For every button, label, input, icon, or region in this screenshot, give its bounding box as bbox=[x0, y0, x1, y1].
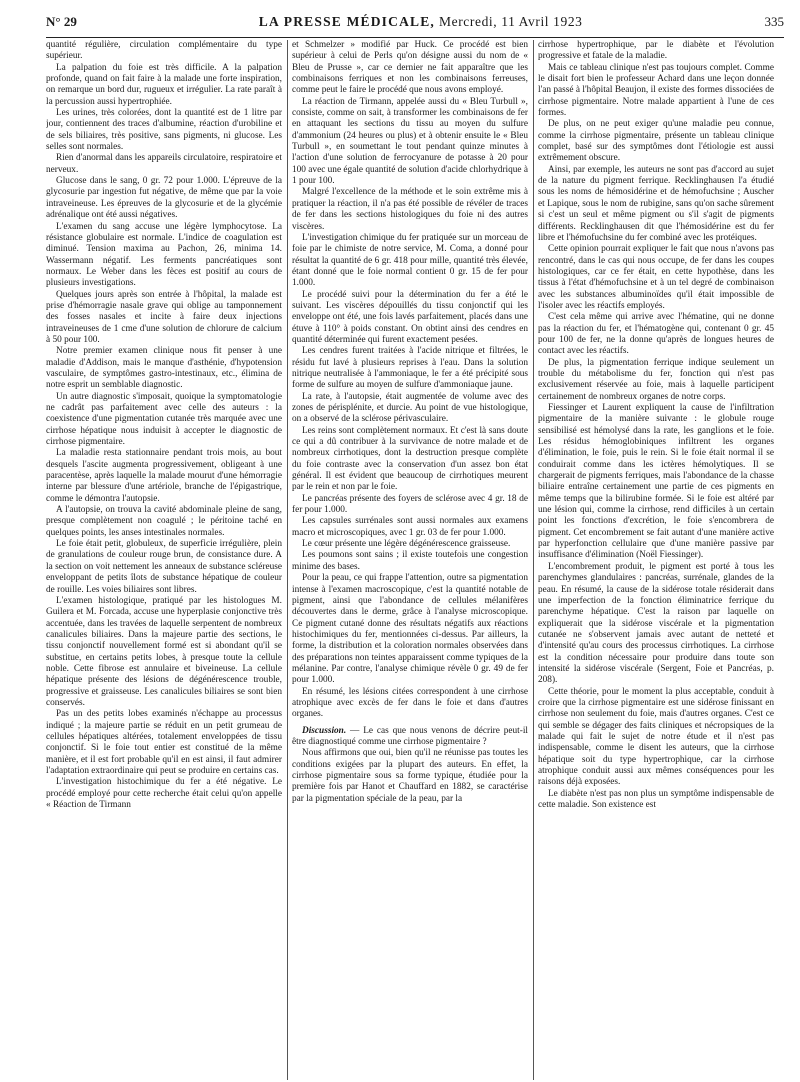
paragraph: C'est cela même qui arrive avec l'hématine, qui ne donne pas la réaction du fer, et l'hématogène qui, contenant 0 gr. 45 pour 100 de fer, ne la donne qu'après de longues heures de contact avec les réactifs. bbox=[538, 312, 774, 357]
paragraph: L'investigation chimique du fer pratiquée sur un morceau de foie par le chimiste de notre service, M. Coma, a donné pour résultat la quantité de 6 gr. 418 pour mille, quantité très élevée, étant donné que le foie normal contient 0 gr. 15 de fer pour 1.000. bbox=[292, 232, 528, 289]
paragraph: La réaction de Tirmann, appelée aussi du « Bleu Turbull », consiste, comme on sait, à transformer les combinaisons de fer en attaquant les sections du tissu au moyen du sulfure d'ammonium (24 heures ou plus) et à obtenir ensuite le « Bleu Turbull », en soumettant le tout pendant quinze minutes à l'action d'une solution de ferrocyanure de potasse à 20 pour 100 avec une égale quantité de solution d'acide chlorhydrique à 1 pour 100. bbox=[292, 96, 528, 187]
paragraph: Fiessinger et Laurent expliquent la cause de l'infiltration pigmentaire de la manière suivante : le globule rouge sensibilisé est hémolysé dans la rate, les ganglions et le foie. Les résidus hémoglobiniques infiltrent les organes d'élimination, le foie, puis le rein. Si le foie était normal il se conduirait comme dans les ictères hémolytiques. Il se chargerait de pigments ferriques, mais l'abondance de la chasse biliaire entraîne certainement une partie de ces pigments en même temps que la bilirubine formée. Si le foie est altéré par une lésion qui, comme la cirrhose, rend difficiles à un certain point les fonctions d'excrétion, le foie s'encombrera de pigment. Cet encombrement se fait autant d'une manière active par hyperfonction cellulaire que d'une manière passive par insuffisance d'élimination (Noël Fiessinger). bbox=[538, 403, 774, 561]
paragraph: Ainsi, par exemple, les auteurs ne sont pas d'accord au sujet de la nature du pigment ferrique. Recklinghausen l'a étudié sous les noms de hémosidérine et de hémofuchsine ; Auscher et Lapique, sous le nom de rubigine, sans qu'on sache sûrement si c'est un seul et même pigment ou s'il s'agit de pigments différents. Recklinghausen dit que l'hémosidérine est du fer libre et l'hémofuchsine du fer combiné avec les protéiques. bbox=[538, 164, 774, 243]
paragraph: Rien d'anormal dans les appareils circulatoire, respiratoire et nerveux. bbox=[46, 153, 282, 175]
journal-page bbox=[46, 14, 784, 811]
journal-name: LA PRESSE MÉDICALE, bbox=[258, 14, 436, 29]
paragraph: Le procédé suivi pour la détermination du fer a été le suivant. Les viscères dépouillés du tissu conjonctif qui les enveloppe ont été, une fois lavés parfaitement, placés dans une étuve à 110° à poids constant. On obtint ainsi des cendres en quantité déterminée qui furent exactement pesées. bbox=[292, 289, 528, 345]
paragraph: De plus, la pigmentation ferrique indique seulement un trouble du métabolisme du fer, fonction qui n'est pas exclusivement réservée au foie, mais à laquelle participent certainement de nombreux organes de notre corps. bbox=[538, 357, 774, 402]
paragraph: De plus, on ne peut exiger qu'une maladie peu connue, comme la cirrhose pigmentaire, présente un tableau clinique complet, basé sur des symptômes dont l'étiologie est aussi extrêmement obscure. bbox=[538, 119, 774, 164]
paragraph: Les cendres furent traitées à l'acide nitrique et filtrées, le résidu fut lavé à plusieurs reprises à l'eau. Dans la solution nitrique neutralisée à l'ammoniaque, le fer a été précipité sous forme de sulfure au moyen de sulfure d'ammoniaque jaune. bbox=[292, 346, 528, 391]
paragraph: Le foie était petit, globuleux, de superficie irrégulière, plein de granulations de couleur rouge brun, de consistance dure. A la section on voit nettement les anneaux de substance scléreuse enveloppant de petits îlots de substance hépatique de couleur de rouille. Les voies biliaires sont libres. bbox=[46, 539, 282, 595]
paragraph: Les urines, très colorées, dont la quantité est de 1 litre par jour, contiennent des traces d'albumine, réaction d'urobiline et de sels biliaires, très positive, sans pigments, ni glucose. Les selles sont normales. bbox=[46, 108, 282, 153]
discussion-heading: Discussion. bbox=[302, 725, 347, 736]
paragraph: Nous affirmons que oui, bien qu'il ne réunisse pas toutes les conditions exigées par la plupart des auteurs. En effet, la cirrhose pigmentaire sous sa forme typique, étudiée pour la première fois par Hanot et Chauffard en 1882, se caractérise par la pigmentation spéciale de la peau, par la bbox=[292, 748, 528, 804]
paragraph: Les reins sont complètement normaux. Et c'est là sans doute ce qui a dû contribuer à la survivance de notre malade et de nombreux cirrhotiques, dont la destruction presque complète du foie contraste avec la conservation d'un assez bon état général. Il est évident que beaucoup de cirrhotiques meurent par le rein et non par le foie. bbox=[292, 425, 528, 493]
paragraph: Malgré l'excellence de la méthode et le soin extrême mis à pratiquer la réaction, il n'a pas été possible de révéler de traces de fer dans les sections histologiques du foie ni des autres viscères. bbox=[292, 187, 528, 232]
paragraph: Cette opinion pourrait expliquer le fait que nous n'avons pas rencontré, dans le cas qui nous occupe, de fer dans les coupes histologiques, car ce fer était, en cette hypothèse, dans les tissus à l'état d'hémofuchsine et à un tel degré de combinaison avec les substances albuminoïdes qu'il était impossible de l'isoler avec les réactifs employés. bbox=[538, 244, 774, 311]
article-body bbox=[46, 40, 784, 1080]
paragraph: L'examen du sang accuse une légère lymphocytose. La résistance globulaire est normale. L'indice de coagulation est diminué. Tension maxima au Pachon, 26, minima 14. Wassermann négatif. Les ferments pancréatiques sont normaux. Le Weber dans les fèces est positif au cours de plusieurs investigations. bbox=[46, 221, 282, 289]
page-number: 335 bbox=[764, 14, 784, 29]
issue-number: N° 29 bbox=[46, 14, 77, 29]
paragraph: Un autre diagnostic s'imposait, quoique la symptomatologie ne cadrât pas parfaitement avec celle des auteurs : la coexistence d'une pigmentation cutanée très marquée avec une cirrhose hépatique nous induisit à accepter le diagnostic de cirrhose pigmentaire. bbox=[46, 391, 282, 448]
paragraph: La rate, à l'autopsie, était augmentée de volume avec des zones de périsplénite, et durcie. Au point de vue histologique, on a observé de la sclérose périvasculaire. bbox=[292, 391, 528, 425]
paragraph: Mais ce tableau clinique n'est pas toujours complet. Comme le disait fort bien le professeur Achard dans une leçon donnée l'an passé à l'hôpital Beaujon, il existe des formes dissociées de cirrhose pigmentaire. Notre malade appartient à l'une de ces formes. bbox=[538, 62, 774, 119]
discussion-paragraph bbox=[292, 726, 528, 749]
paragraph: En résumé, les lésions citées correspondent à une cirrhose atrophique avec excès de fer dans le foie et dans d'autres organes. bbox=[292, 686, 528, 720]
paragraph: Quelques jours après son entrée à l'hôpital, la malade est prise d'hémorragie nasale grave qui oblige au tamponnement des fosses nasales et incite à faire deux injections intraveineuses de 1 cme d'une solution de chlorure de calcium à 50 pour 100. bbox=[46, 289, 282, 345]
paragraph: Notre premier examen clinique nous fit penser à une maladie d'Addison, mais le manque d'asthénie, d'hypotension vasculaire, de symptômes gastro-intestinaux, etc., élimina de notre esprit un semblable diagnostic. bbox=[46, 346, 282, 391]
column-2 bbox=[292, 40, 528, 1080]
issue-date: Mercredi, 11 Avril 1923 bbox=[439, 14, 583, 29]
paragraph: Les poumons sont sains ; il existe toutefois une congestion minime des bases. bbox=[292, 550, 528, 572]
paragraph: L'encombrement produit, le pigment est porté à tous les parenchymes glandulaires : pancréas, surrénale, glandes de la peau. En résumé, la cause de la sidérose totale résiderait dans une imperfection de la fonction éliminatrice ferrique du parenchyme hépatique. C'est la raison par laquelle on expliquerait que la sidérose viscérale et la pigmentation cutanée ne s'observent jamais avec autant de netteté et d'intensité qu'au cours des processus cirrhotiques. La cirrhose est la condition nécessaire pour produire dans toute son intensité la sidérose viscérale (Sergent, Foie et Pancréas, p. 208). bbox=[538, 561, 774, 686]
column-3 bbox=[538, 40, 774, 1080]
paragraph: Les capsules surrénales sont aussi normales aux examens macro et microscopiques, avec 1 gr. 03 de fer pour 1.000. bbox=[292, 516, 528, 538]
paragraph: Le cœur présente une légère dégénérescence graisseuse. bbox=[302, 539, 511, 550]
paragraph: Pas un des petits lobes examinés n'échappe au processus indiqué ; la majeure partie se réduit en un petit grumeau de cellules hépatiques altérées, totalement enveloppées de tissu conjonctif. Si le foie tout entier est constitué de la même manière, et il est fort probable qu'il en est ainsi, il faut admirer l'adaptation extraordinaire qui peut se produire en certains cas. bbox=[46, 709, 282, 776]
paragraph: Le pancréas présente des foyers de sclérose avec 4 gr. 18 de fer pour 1.000. bbox=[292, 493, 528, 516]
paragraph: Pour la peau, ce qui frappe l'attention, outre sa pigmentation intense à l'examen macroscopique, c'est la quantité notable de pigment, ainsi que l'abondance de cellules mélanifères découvertes dans le derme, grâce à l'analyse microscopique. Ce pigment cutané donne des résultats négatifs aux réactions histochimiques du fer, mentionnées ci-dessus. Par ailleurs, la forme, la distribution et la coloration normales observées dans des préparations non teintes apparaissent comme typiques de la mélanine. Par contre, l'analyse chimique révèle 0 gr. 49 de fer pour 1.000. bbox=[292, 573, 528, 686]
paragraph: Glucose dans le sang, 0 gr. 72 pour 1.000. L'épreuve de la glycosurie par ingestion fut négative, de même que par la voie intraveineuse. Les épreuves de la glycosurie et de la glycémie adrénalique ont été aussi négatives. bbox=[46, 176, 282, 221]
paragraph: La palpation du foie est très difficile. A la palpation profonde, quand on fait faire à la malade une forte inspiration, on remarque un bord dur, rugueux et irrégulier. La rate paraît à la percussion aussi hypertrophiée. bbox=[46, 62, 282, 107]
paragraph: Cette théorie, pour le moment la plus acceptable, conduit à croire que la cirrhose pigmentaire est une sidérose finissant en cirrhose non seulement du foie, mais d'autres organes. C'est ce qui semble se dégager des faits cliniques et nécropsiques de la malade qui fait le sujet de notre étude et il n'est pas indispensable, comme le disent les auteurs, que la cirrhose hépatique soit du type hypertrophique, car la cirrhose atrophique conduit aussi aux mêmes conséquences pour les raisons déjà exposées. bbox=[538, 686, 774, 788]
journal-title bbox=[259, 14, 583, 30]
running-header bbox=[46, 14, 784, 38]
paragraph: Le diabète n'est pas non plus un symptôme indispensable de cette maladie. Son existence est bbox=[538, 788, 774, 811]
paragraph: L'examen histologique, pratiqué par les histologues M. Guilera et M. Forcada, accuse une hyperplasie conjonctive très accentuée, dans les travées de laquelle serpentent de nombreux canalicules biliaires. Dans la majeure partie des sections, le tissu conjonctif nouvellement formé est si abondant qu'il se substitue, en certains petits lobes, à presque toute la cellule noble. Cette fibrose est annulaire et biveineuse. La cellule hépatique présente des lésions de dégénérescence trouble, progressive et graisseuse. Les canalicules biliaires se sont bien conservés. bbox=[46, 595, 282, 708]
paragraph: L'investigation histochimique du fer a été négative. Le procédé employé pour cette recherche était celui qu'on appelle « Réaction de Tirmann bbox=[46, 777, 282, 811]
paragraph: La maladie resta stationnaire pendant trois mois, au bout desquels l'ascite augmenta progressivement, obligeant à une paracentèse, après laquelle la malade mourut d'une hémorragie interne par blessure d'une artériole, branche de l'épigastrique, comme le démontra l'autopsie. bbox=[46, 448, 282, 504]
paragraph: quantité régulière, circulation complémentaire du type supérieur. bbox=[46, 40, 282, 62]
column-1 bbox=[46, 40, 282, 1080]
paragraph: cirrhose hypertrophique, par le diabète et l'évolution progressive et fatale de la maladie. bbox=[538, 40, 774, 62]
paragraph: et Schmelzer » modifié par Huck. Ce procédé est bien supérieur à celui de Perls qu'on désigne aussi du nom de « Bleu de Prusse », car ce dernier ne fait apparaître que les combinaisons ferriques et non les combinaisons ferreuses, comme peut le faire le procédé que nous avons employé. bbox=[292, 40, 528, 96]
discussion-text: — Le cas que nous venons de décrire peut-il être diagnostiqué comme une cirrhose pigmentaire ? bbox=[292, 725, 528, 747]
paragraph: A l'autopsie, on trouva la cavité abdominale pleine de sang, presque complètement non coagulé ; le péritoine taché en quelques points, les anses intestinales normales. bbox=[46, 505, 282, 538]
